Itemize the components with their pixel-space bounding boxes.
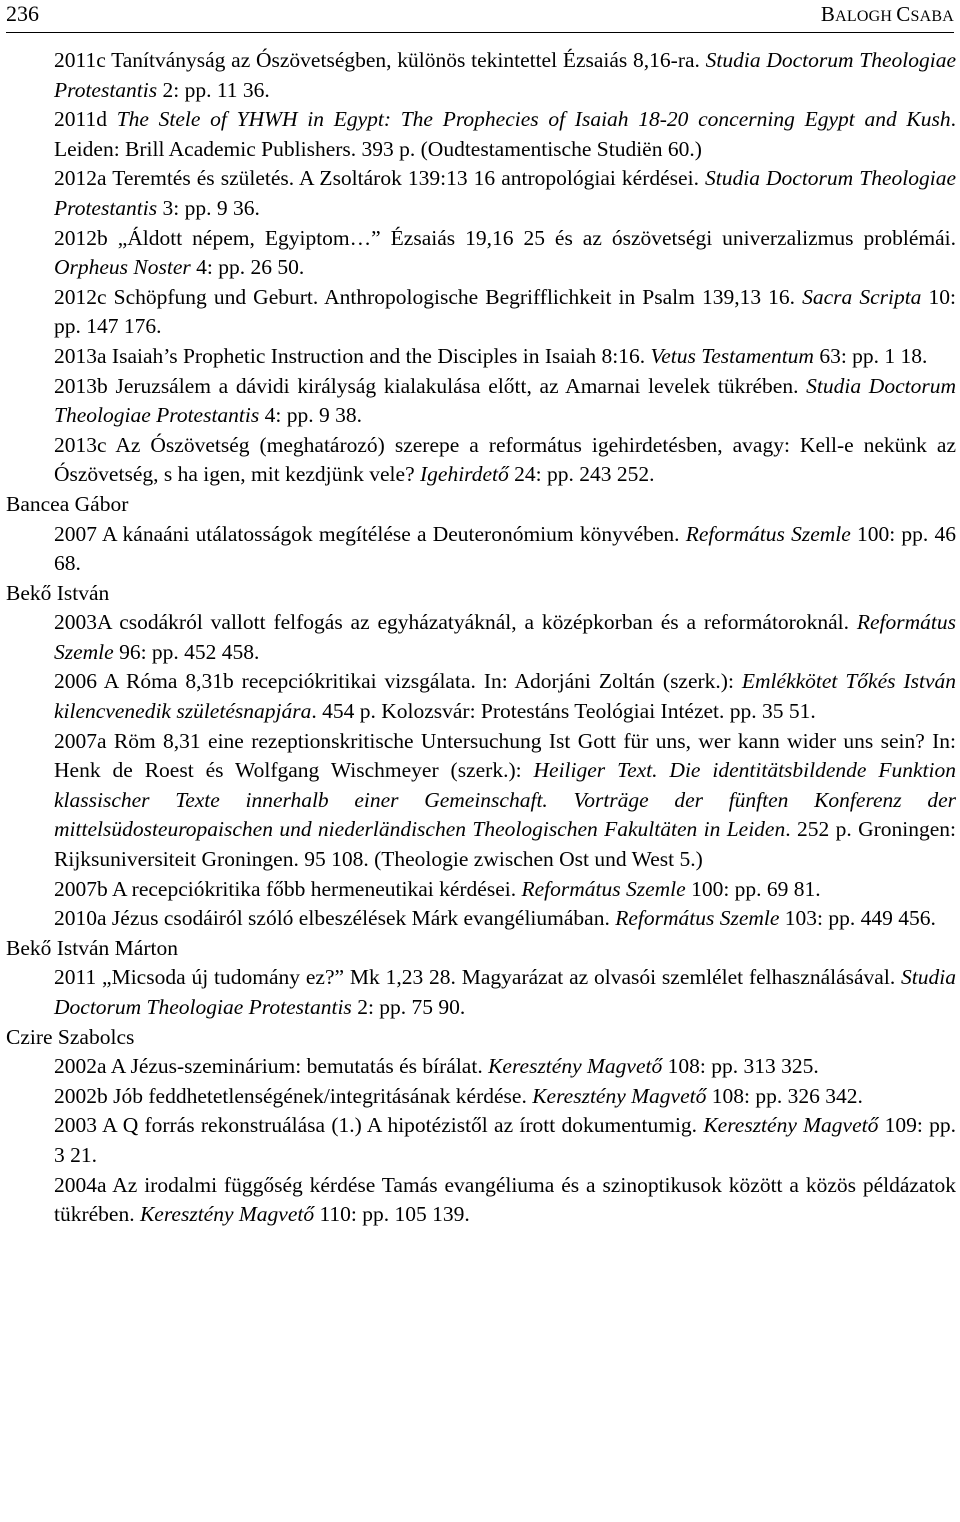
entry-text: 2012c Schöpfung und Geburt. Anthropologische Begrifflichkeit in Psalm 139,13 16. [54, 284, 803, 309]
publication-title: Igehirdető [420, 462, 509, 487]
bibliography-entry [54, 520, 956, 579]
publication-title: Református Szemle [521, 876, 686, 901]
bibliography-entry [54, 164, 956, 223]
publication-title: Keresztény Magvető [488, 1054, 663, 1079]
entry-text: 63: pp. 1 18. [813, 343, 928, 368]
bibliography-entry [54, 1171, 956, 1230]
publication-title: Studia Doctorum Theologiae Protestantis [54, 373, 956, 428]
publication-title: Vetus Testamentum [650, 343, 814, 368]
entry-text: 2012a Teremtés és születés. A Zsoltárok 139:13 16 antropológiai kérdései. [54, 166, 705, 191]
entry-text: 2013a Isaiah’s Prophetic Instruction and the Disciples in Isaiah 8:16. [54, 343, 651, 368]
entry-text: 108: pp. 313 325. [662, 1054, 819, 1079]
entry-text: 96: pp. 452 458. [113, 639, 260, 664]
entry-text: 2011d [54, 107, 117, 132]
entry-text: 2004a Az irodalmi függőség kérdése Tamás evangéliuma és a szinoptikusok között a közös példázatok tükrében. [54, 1172, 956, 1227]
entry-text: . Leiden: Brill Academic Publishers. 393 p. (Oudtestamentische Studiën 60.) [54, 107, 957, 161]
bibliography-entry [54, 727, 956, 875]
bibliography-entry [54, 1111, 956, 1170]
author-heading: Bekő István Márton [6, 935, 178, 960]
running-head [821, 0, 954, 31]
running-head-initial: C [896, 2, 911, 26]
author-heading: Czire Szabolcs [6, 1024, 135, 1049]
bibliography-entry [54, 224, 956, 283]
entry-text: 4: pp. 9 38. [259, 403, 362, 428]
entry-text: 2003A csodákról vallott felfogás az egyházatyáknál, a középkorban és a reformátoroknál. [54, 610, 857, 635]
publication-title: Orpheus Noster [54, 255, 191, 280]
entry-text: 2007 A kánaáni utálatosságok megítélése a Deuteronómium könyvében. [54, 521, 686, 546]
publication-title: Keresztény Magvető [139, 1202, 315, 1227]
entry-text: 24: pp. 243 252. [508, 462, 655, 487]
entry-text: 2011 „Micsoda új tudomány ez?” Mk 1,23 28. Magyarázat az olvasói szemlélet felhasználásával. [54, 965, 902, 990]
running-head-smallcaps: ALOGH [835, 8, 897, 25]
running-head-initial: B [820, 2, 836, 26]
bibliography-list [6, 46, 956, 1230]
entry-text: . 252 p. Groningen: Rijksuniversiteit Groningen. 95 108. (Theologie zwischen Ost und West 5.) [54, 817, 956, 872]
header-rule [6, 32, 954, 33]
bibliography-entry [54, 283, 956, 342]
author-heading: Bekő István [6, 580, 110, 605]
entry-text: 2007a Röm 8,31 eine rezeptionskritische Untersuchung Ist Gott für uns, wer kann wider uns sein? In: Henk de Roest és Wolfgang Wischmeyer (szerk.): [54, 728, 956, 783]
publication-title: Heiliger Text. Die identitätsbildende Funktion klassischer Texte innerhalb einer Gemeinschaft. Vorträge der fünften Konferenz der mittelsüdosteuropaischen und niederländischen Theologischen Fakultäten in Leiden [54, 758, 957, 842]
entry-text: 10: pp. 147 176. [54, 284, 956, 339]
publication-title: Studia Doctorum Theologiae Protestantis [54, 166, 956, 220]
entry-text: 2007b A recepciókritika főbb hermeneutikai kérdései. [54, 876, 522, 901]
bibliography-entry [54, 1052, 956, 1082]
entry-text: 2012b „Áldott népem, Egyiptom…” Ézsaiás 19,16 25 és az ószövetségi univerzalizmus problémái. [54, 225, 956, 250]
bibliography-entry [54, 608, 956, 667]
entry-text: 2: pp. 11 36. [157, 77, 270, 102]
entry-text: 2013b Jeruzsálem a dávidi királyság kialakulása előtt, az Amarnai levelek tükrében. [54, 373, 807, 398]
entry-text: 2011c Tanítványság az Ószövetségben, különös tekintettel Ézsaiás 8,16-ra. [54, 48, 706, 72]
publication-title: Református Szemle [615, 906, 780, 931]
publication-title: The Stele of YHWH in Egypt: The Prophecies of Isaiah 18-20 concerning Egypt and Kush [116, 107, 951, 132]
running-head-smallcaps: SABA [910, 8, 954, 25]
entry-text: 2013c Az Ószövetség (meghatározó) szerepe a református igehirdetésben, avagy: Kell-e nekünk az Ószövetség, s ha igen, mit kezdjünk vele? [54, 432, 956, 487]
bibliography-entry [54, 431, 956, 490]
entry-text: 109: pp. 3 21. [54, 1113, 956, 1167]
entry-text: 4: pp. 26 50. [190, 255, 305, 280]
entry-text: 108: pp. 326 342. [706, 1083, 863, 1108]
entry-text: 100: pp. 69 81. [685, 876, 821, 901]
bibliography-entry [54, 105, 956, 164]
entry-text: . 454 p. Kolozsvár: Protestáns Teológiai Intézet. pp. 35 51. [311, 699, 816, 724]
entry-text: 100: pp. 46 68. [54, 521, 956, 576]
entry-text: 2002b Jób feddhetetlenségének/integritásának kérdése. [54, 1083, 533, 1108]
publication-title: Református Szemle [54, 610, 956, 664]
entry-text: 110: pp. 105 139. [314, 1202, 470, 1227]
publication-title: Studia Doctorum Theologiae Protestantis [54, 965, 956, 1019]
publication-title: Sacra Scripta [802, 284, 922, 309]
bibliography-entry [54, 46, 956, 105]
page-number: 236 [6, 1, 39, 26]
bibliography-entry [54, 1082, 956, 1112]
entry-text: 2003 A Q forrás rekonstruálása (1.) A hipotézistől az írott dokumentumig. [54, 1113, 704, 1138]
entry-text: 2: pp. 75 90. [351, 995, 466, 1019]
publication-title: Emlékkötet Tőkés István kilencvenedik születésnapjára [54, 669, 956, 724]
bibliography-entry [54, 342, 956, 372]
entry-text: 2010a Jézus csodáiról szóló elbeszélések Márk evangéliumában. [54, 906, 616, 931]
bibliography-entry [54, 667, 956, 726]
entry-text: 3: pp. 9 36. [157, 195, 260, 220]
author-heading: Bancea Gábor [6, 491, 129, 516]
bibliography-entry [54, 904, 956, 934]
entry-text: 2006 A Róma 8,31b recepciókritikai vizsgálata. In: Adorjáni Zoltán (szerk.): [54, 669, 742, 694]
entry-text: 2002a A Jézus-szeminárium: bemutatás és bírálat. [54, 1054, 489, 1079]
publication-title: Református Szemle [685, 521, 851, 546]
publication-title: Studia Doctorum Theologiae Protestantis [54, 48, 957, 102]
bibliography-entry [54, 875, 956, 905]
publication-title: Keresztény Magvető [703, 1113, 879, 1138]
bibliography-entry [54, 963, 956, 1022]
entry-text: 103: pp. 449 456. [779, 906, 936, 931]
page-header [6, 0, 954, 36]
publication-title: Keresztény Magvető [532, 1083, 707, 1108]
bibliography-entry [54, 372, 956, 431]
